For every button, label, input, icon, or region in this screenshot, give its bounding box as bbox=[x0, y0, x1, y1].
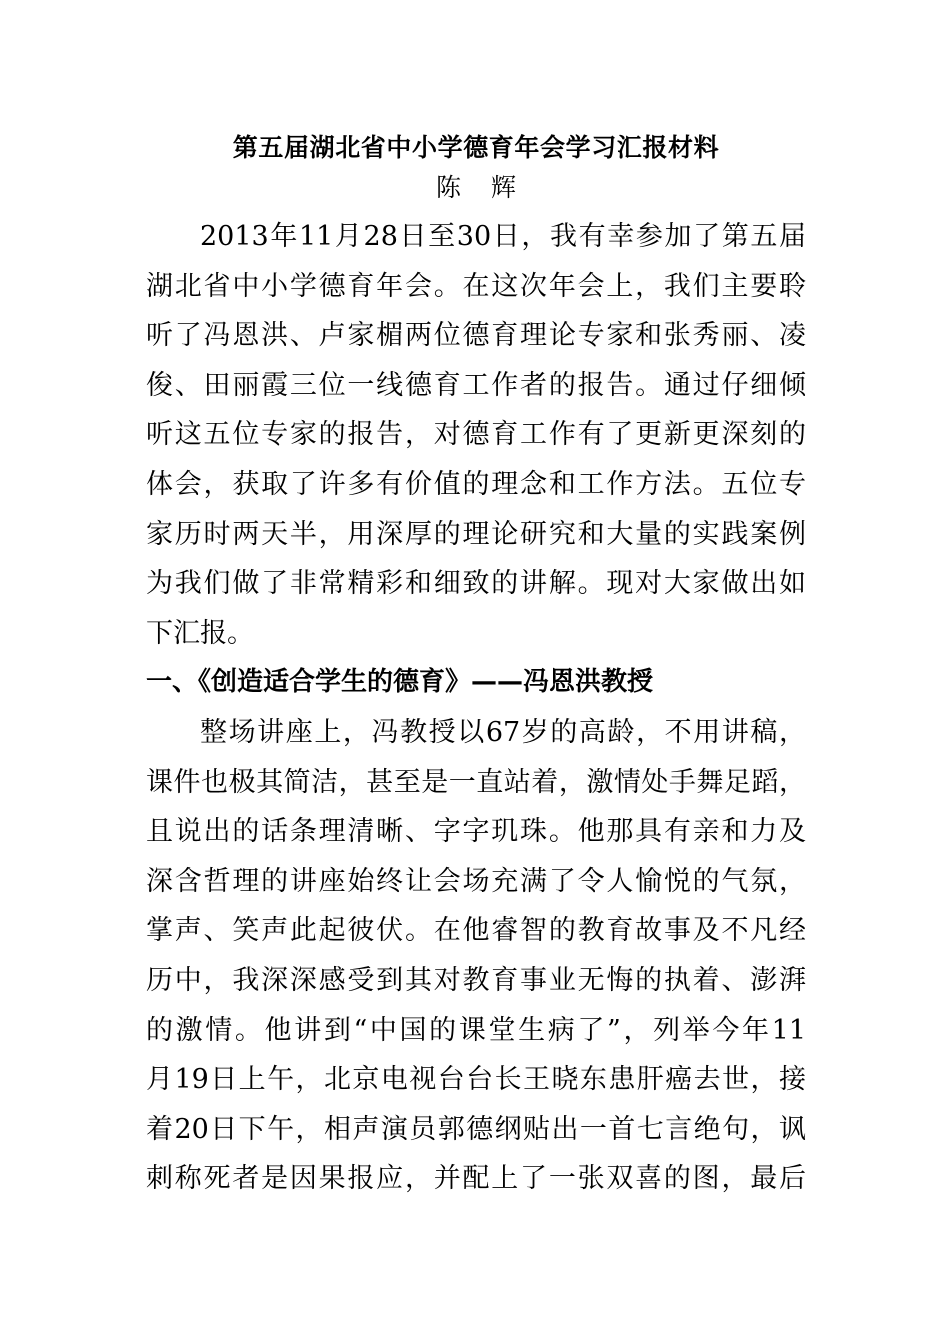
paragraph-line: 着20日下午，相声演员郭德纲贴出一首七言绝句，讽 bbox=[146, 1113, 806, 1145]
paragraph-line: 的激情。他讲到“中国的课堂生病了”，列举今年11 bbox=[146, 1014, 806, 1046]
paragraph-line: 家历时两天半，用深厚的理论研究和大量的实践案例 bbox=[146, 518, 806, 550]
paragraph-line: 体会，获取了许多有价值的理念和工作方法。五位专 bbox=[146, 468, 806, 500]
paragraph-line: 掌声、笑声此起彼伏。在他睿智的教育故事及不凡经 bbox=[146, 915, 806, 947]
document-title: 第五届湖北省中小学德育年会学习汇报材料 bbox=[232, 133, 720, 162]
document-body bbox=[146, 128, 806, 1204]
paragraph-line: 深含哲理的讲座始终让会场充满了令人愉悦的气氛， bbox=[146, 865, 806, 897]
paragraph-line: 为我们做了非常精彩和细致的讲解。现对大家做出如 bbox=[146, 568, 806, 600]
paragraph-line: 湖北省中小学德育年会。在这次年会上，我们主要聆 bbox=[146, 270, 806, 302]
paragraph-line: 且说出的话条理清晰、字字玑珠。他那具有亲和力及 bbox=[146, 816, 806, 848]
paragraph-line: 听这五位专家的报告，对德育工作有了更新更深刻的 bbox=[146, 419, 806, 451]
paragraph-line: 整场讲座上，冯教授以67岁的高龄，不用讲稿， bbox=[200, 716, 806, 748]
paragraph-line: 月19日上午，北京电视台台长王晓东患肝癌去世，接 bbox=[146, 1064, 806, 1096]
section-heading: 一、《创造适合学生的德育》——冯恩洪教授 bbox=[146, 667, 654, 698]
author-surname: 陈 bbox=[435, 173, 461, 202]
paragraph-intro bbox=[146, 212, 806, 658]
paragraph-section1 bbox=[146, 708, 806, 1204]
paragraph-line: 听了冯恩洪、卢家楣两位德育理论专家和张秀丽、凌 bbox=[146, 320, 806, 352]
paragraph-line: 2013年11月28日至30日，我有幸参加了第五届 bbox=[200, 221, 806, 252]
paragraph-line: 刺称死者是因果报应，并配上了一张双喜的图，最后 bbox=[146, 1163, 806, 1195]
paragraph-line: 下汇报。 bbox=[146, 617, 254, 649]
author-given-name: 辉 bbox=[491, 173, 517, 202]
paragraph-line: 俊、田丽霞三位一线德育工作者的报告。通过仔细倾 bbox=[146, 369, 806, 401]
author-name bbox=[146, 168, 806, 212]
paragraph-line: 课件也极其简洁，甚至是一直站着，激情处手舞足蹈， bbox=[146, 766, 806, 798]
paragraph-line: 历中，我深深感受到其对教育事业无悔的执着、澎湃 bbox=[146, 964, 806, 996]
